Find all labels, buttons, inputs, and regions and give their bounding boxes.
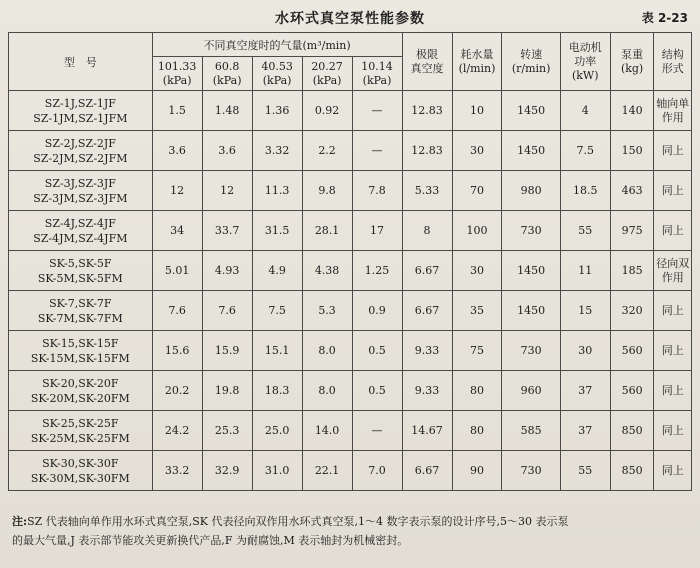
cell-limit: 6.67 (402, 291, 452, 331)
cell-structure: 同上 (654, 211, 692, 251)
header-pressure: 20.27 (kPa) (302, 57, 352, 91)
cell-limit: 14.67 (402, 411, 452, 451)
cell-flow: 34 (152, 211, 202, 251)
header-pressure: 40.53 (kPa) (252, 57, 302, 91)
cell-flow: 1.25 (352, 251, 402, 291)
cell-weight: 320 (610, 291, 654, 331)
cell-flow: 4.38 (302, 251, 352, 291)
cell-limit: 9.33 (402, 371, 452, 411)
table-row (9, 251, 692, 291)
cell-flow: 7.6 (202, 291, 252, 331)
cell-water: 30 (452, 131, 502, 171)
cell-flow: 5.3 (302, 291, 352, 331)
cell-flow: 3.6 (152, 131, 202, 171)
header-water: 耗水量 (l/min) (452, 33, 502, 91)
cell-structure: 同上 (654, 131, 692, 171)
cell-flow: 33.7 (202, 211, 252, 251)
footnote-line-2: 的最大气量,J 表示部节能攻关更新换代产品,F 为耐腐蚀,M 表示轴封为机械密封。 (12, 534, 409, 547)
cell-flow: 19.8 (202, 371, 252, 411)
cell-power: 7.5 (560, 131, 610, 171)
cell-flow: 31.5 (252, 211, 302, 251)
cell-flow: 25.0 (252, 411, 302, 451)
cell-flow: 12 (202, 171, 252, 211)
cell-speed: 1450 (502, 91, 560, 131)
cell-model: SZ-3J,SZ-3JF SZ-3JM,SZ-3JFM (9, 171, 153, 211)
header-limit-vacuum: 极限 真空度 (402, 33, 452, 91)
cell-flow: 7.0 (352, 451, 402, 491)
cell-weight: 975 (610, 211, 654, 251)
cell-flow: 15.9 (202, 331, 252, 371)
cell-flow: 3.32 (252, 131, 302, 171)
cell-flow: — (352, 411, 402, 451)
cell-flow: 15.1 (252, 331, 302, 371)
cell-water: 10 (452, 91, 502, 131)
cell-power: 55 (560, 211, 610, 251)
cell-flow: 8.0 (302, 371, 352, 411)
cell-limit: 12.83 (402, 131, 452, 171)
table-row (9, 131, 692, 171)
header-pressure: 101.33 (kPa) (152, 57, 202, 91)
cell-weight: 463 (610, 171, 654, 211)
cell-speed: 980 (502, 171, 560, 211)
cell-water: 75 (452, 331, 502, 371)
cell-flow: — (352, 131, 402, 171)
cell-model: SK-15,SK-15F SK-15M,SK-15FM (9, 331, 153, 371)
table-row (9, 171, 692, 211)
cell-flow: 22.1 (302, 451, 352, 491)
cell-flow: 2.2 (302, 131, 352, 171)
table-row (9, 451, 692, 491)
cell-flow: 28.1 (302, 211, 352, 251)
cell-weight: 560 (610, 331, 654, 371)
cell-power: 37 (560, 371, 610, 411)
cell-water: 100 (452, 211, 502, 251)
cell-water: 30 (452, 251, 502, 291)
cell-flow: 1.48 (202, 91, 252, 131)
cell-speed: 1450 (502, 131, 560, 171)
cell-flow: 5.01 (152, 251, 202, 291)
cell-structure: 同上 (654, 171, 692, 211)
cell-water: 90 (452, 451, 502, 491)
cell-flow: 24.2 (152, 411, 202, 451)
table-title: 水环式真空泵性能参数 (275, 11, 425, 27)
cell-limit: 12.83 (402, 91, 452, 131)
header-row-1 (9, 33, 692, 57)
cell-speed: 730 (502, 451, 560, 491)
header-weight: 泵重 (kg) (610, 33, 654, 91)
cell-speed: 730 (502, 211, 560, 251)
cell-structure: 轴向单作用 (654, 91, 692, 131)
cell-power: 15 (560, 291, 610, 331)
cell-speed: 585 (502, 411, 560, 451)
cell-weight: 850 (610, 451, 654, 491)
pump-parameter-table (8, 32, 692, 491)
header-flow-group: 不同真空度时的气量(m³/min) (152, 33, 402, 57)
table-number: 表 2-23 (641, 11, 688, 25)
cell-speed: 1450 (502, 251, 560, 291)
cell-water: 80 (452, 371, 502, 411)
cell-weight: 140 (610, 91, 654, 131)
cell-power: 4 (560, 91, 610, 131)
cell-water: 70 (452, 171, 502, 211)
cell-flow: 17 (352, 211, 402, 251)
cell-flow: 0.5 (352, 331, 402, 371)
cell-model: SK-7,SK-7F SK-7M,SK-7FM (9, 291, 153, 331)
cell-weight: 150 (610, 131, 654, 171)
cell-flow: — (352, 91, 402, 131)
table-row (9, 91, 692, 131)
cell-speed: 1450 (502, 291, 560, 331)
cell-flow: 1.36 (252, 91, 302, 131)
cell-power: 30 (560, 331, 610, 371)
cell-model: SZ-1J,SZ-1JF SZ-1JM,SZ-1JFM (9, 91, 153, 131)
header-pressure: 60.8 (kPa) (202, 57, 252, 91)
cell-flow: 15.6 (152, 331, 202, 371)
cell-structure: 同上 (654, 371, 692, 411)
footnote-label: 注: (12, 515, 28, 528)
cell-structure: 同上 (654, 411, 692, 451)
cell-structure: 径向双作用 (654, 251, 692, 291)
cell-limit: 9.33 (402, 331, 452, 371)
cell-flow: 1.5 (152, 91, 202, 131)
cell-flow: 8.0 (302, 331, 352, 371)
cell-limit: 6.67 (402, 251, 452, 291)
cell-flow: 32.9 (202, 451, 252, 491)
cell-power: 11 (560, 251, 610, 291)
cell-flow: 7.5 (252, 291, 302, 331)
table-row (9, 211, 692, 251)
cell-power: 55 (560, 451, 610, 491)
cell-limit: 5.33 (402, 171, 452, 211)
table-row (9, 371, 692, 411)
cell-flow: 25.3 (202, 411, 252, 451)
cell-flow: 31.0 (252, 451, 302, 491)
cell-flow: 0.5 (352, 371, 402, 411)
cell-flow: 33.2 (152, 451, 202, 491)
cell-flow: 18.3 (252, 371, 302, 411)
cell-flow: 11.3 (252, 171, 302, 211)
cell-flow: 0.9 (352, 291, 402, 331)
cell-power: 18.5 (560, 171, 610, 211)
cell-flow: 4.93 (202, 251, 252, 291)
cell-speed: 960 (502, 371, 560, 411)
header-pressure: 10.14 (kPa) (352, 57, 402, 91)
cell-water: 35 (452, 291, 502, 331)
cell-model: SK-30,SK-30F SK-30M,SK-30FM (9, 451, 153, 491)
cell-speed: 730 (502, 331, 560, 371)
cell-limit: 6.67 (402, 451, 452, 491)
cell-flow: 7.8 (352, 171, 402, 211)
cell-power: 37 (560, 411, 610, 451)
cell-weight: 185 (610, 251, 654, 291)
cell-model: SZ-4J,SZ-4JF SZ-4JM,SZ-4JFM (9, 211, 153, 251)
cell-limit: 8 (402, 211, 452, 251)
cell-model: SK-5,SK-5F SK-5M,SK-5FM (9, 251, 153, 291)
header-power: 电动机 功率 (kW) (560, 33, 610, 91)
header-speed: 转速 (r/min) (502, 33, 560, 91)
cell-weight: 850 (610, 411, 654, 451)
cell-model: SK-20,SK-20F SK-20M,SK-20FM (9, 371, 153, 411)
table-row (9, 291, 692, 331)
cell-flow: 3.6 (202, 131, 252, 171)
footnote-line-1: SZ 代表轴向单作用水环式真空泵,SK 代表径向双作用水环式真空泵,1～4 数字表示泵的设计序号,5～30 表示泵 (27, 515, 569, 528)
table-row (9, 411, 692, 451)
cell-flow: 7.6 (152, 291, 202, 331)
cell-structure: 同上 (654, 331, 692, 371)
cell-flow: 20.2 (152, 371, 202, 411)
cell-water: 80 (452, 411, 502, 451)
cell-structure: 同上 (654, 451, 692, 491)
cell-model: SK-25,SK-25F SK-25M,SK-25FM (9, 411, 153, 451)
header-model: 型 号 (9, 33, 153, 91)
cell-flow: 9.8 (302, 171, 352, 211)
footnote (12, 512, 690, 550)
cell-flow: 0.92 (302, 91, 352, 131)
table-row (9, 331, 692, 371)
cell-flow: 14.0 (302, 411, 352, 451)
cell-flow: 12 (152, 171, 202, 211)
cell-structure: 同上 (654, 291, 692, 331)
header-structure: 结构 形式 (654, 33, 692, 91)
table-body (9, 91, 692, 491)
cell-model: SZ-2J,SZ-2JF SZ-2JM,SZ-2JFM (9, 131, 153, 171)
cell-flow: 4.9 (252, 251, 302, 291)
cell-weight: 560 (610, 371, 654, 411)
